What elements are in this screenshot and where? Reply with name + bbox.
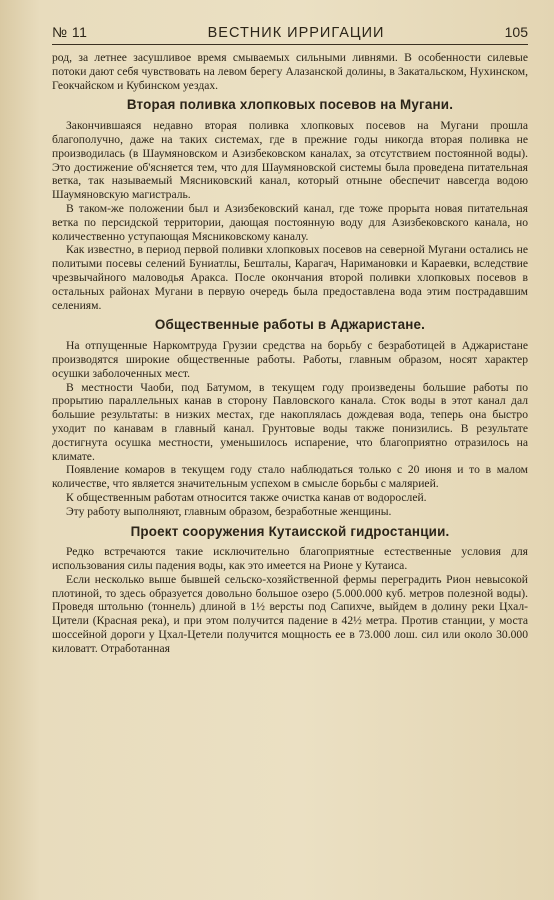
section-mugan-irrigation: [52, 98, 528, 312]
paragraph: К общественным работам относится также очистка канав от водорослей.: [66, 490, 427, 504]
section-kutaisi-hydrostation: [52, 525, 528, 656]
section-title: Проект сооружения Кутаисской гидростанции.: [130, 523, 450, 539]
section-adjaristan-works: [52, 318, 528, 518]
section-title: Вторая поливка хлопковых посевов на Мугани.: [126, 97, 454, 113]
paragraph: В таком-же положении был и Азизбековский канал, где тоже прорыта новая питательная ветка по персидской территории, дающая постоянную воду для Азизбековского канала, но количественно уступающая Мясниковскому каналу.: [52, 201, 528, 243]
journal-title: ВЕСТНИК ИРРИГАЦИИ: [207, 25, 385, 41]
issue-number: № 11: [52, 24, 88, 40]
paragraph: Эту работу выполняют, главным образом, безработные женщины.: [66, 504, 392, 518]
paragraph: В местности Чаоби, под Батумом, в текущем году произведены большие работы по прорытию параллельных канав в сторону Павловского канала. Сток воды в этот канал дал большие результаты: в низких местах, где накоплялась дождевая вода, теперь она быстро уходит по канавам в главный канал. Грунтовые воды также понизились. В результате достигнута осушка местности, уменьшилось испарение, что благоприятно отразилось на климате.: [52, 380, 528, 463]
intro-paragraph: род, за летнее засушливое время смываемых сильными ливнями. В особенности силевые потоки дают себя чувствовать на левом берегу Алазанской долины, в Закатальском, Нухинском, Геокчайском и Кубинском уездах.: [52, 51, 528, 92]
section-title: Общественные работы в Аджаристане.: [154, 317, 426, 333]
article-body: [52, 51, 528, 656]
paragraph: Появление комаров в текущем году стало наблюдаться только с 20 июня и то в малом количестве, что является значительным успехом в смысле борьбы с малярией.: [52, 463, 528, 491]
paragraph: Если несколько выше бывшей сельско-хозяйственной фермы переградить Рион невысокой плотиной, то здесь образуется довольно большое озеро (5.000.000 куб. метров полезной воды). Проведя штольню (тоннель) длиной в 1½ версты под Сапихче, выйдем в долину реки Цхал-Цители (Красная река), и при этом получится падение в 42½ метра. Против станции, у моста шоссейной дороги у Цхал-Цетели получится мощность ее в 73.000 лош. сил или около 30.000 киловатт. Отработанная: [52, 572, 528, 655]
paragraph: На отпущенные Наркомтруда Грузии средства на борьбу с безработицей в Аджаристане производятся широкие общественные работы. Работы, главным образом, носят характер осушки заболоченных мест.: [52, 339, 528, 380]
running-header: [52, 24, 528, 45]
paragraph: Закончившаяся недавно вторая поливка хлопковых посевов на Мугани прошла благополучно, даже на таких системах, где в прежние годы никогда вторая поливка не производилась (в Шаумяновском и Азизбековском каналах, за отсутствием постоянной воды). Это достижение об'ясняется тем, что для Шаумяновской системы была проведена питательная ветка, так называемый Мясниковский канал, который отныне обеспечит навсегда водою Шаумяновскую магистраль.: [52, 119, 528, 202]
paragraph: Как известно, в период первой поливки хлопковых посевов на северной Мугани остались не политыми посевы селений Буниатлы, Бешталы, Карагач, Наримановки и Караевки, вследствие чрезвычайного маловодья Аракса. После окончания второй поливки хлопковых посевов в остальных районах Мугани в первую очередь была предоставлена вода этим пострадавшим селениям.: [52, 243, 528, 312]
page-number: 105: [504, 24, 528, 40]
paragraph: Редко встречаются такие исключительно благоприятные естественные условия для использования силы падения воды, как это имеется на Рионе у Кутаиса.: [52, 545, 528, 573]
